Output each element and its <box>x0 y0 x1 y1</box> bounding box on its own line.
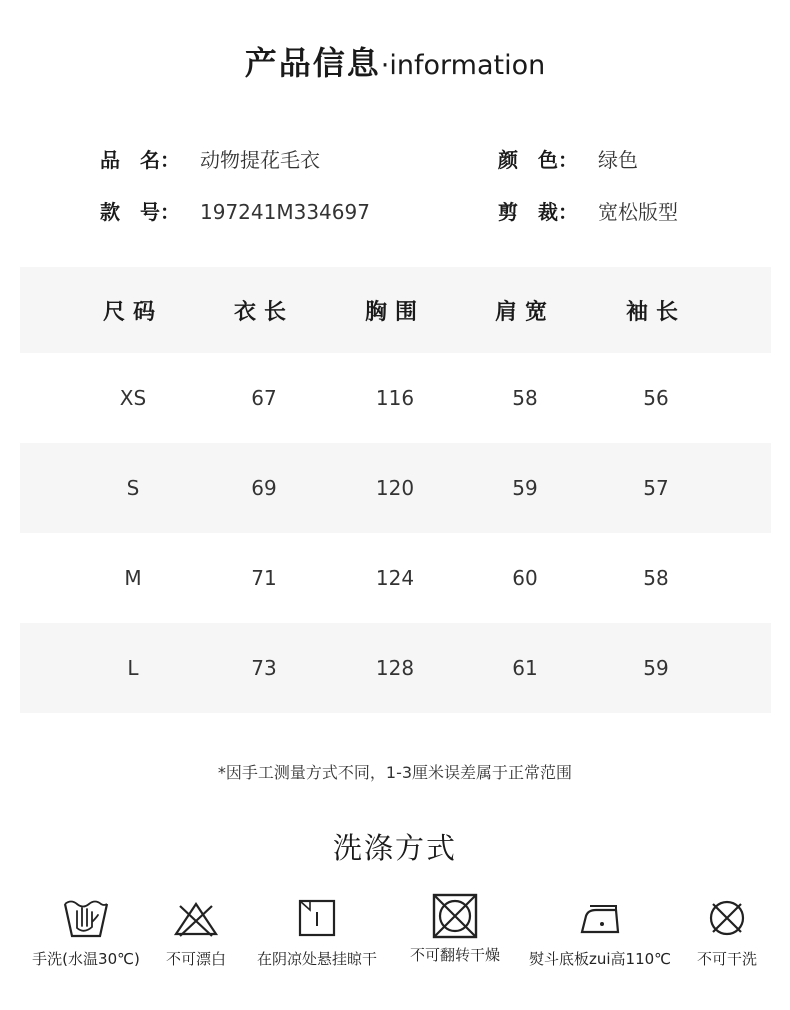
no-dry-clean-icon <box>703 898 751 938</box>
care-label: 不可干洗 <box>696 950 757 968</box>
table-cell: 56 <box>643 386 669 410</box>
table-cell: 124 <box>375 566 415 590</box>
table-cell: 128 <box>375 656 415 680</box>
care-item-no-tumble-dry <box>380 898 530 965</box>
table-cell: 120 <box>375 476 415 500</box>
table-cell: 69 <box>251 476 277 500</box>
no-tumble-dry-icon <box>431 892 479 940</box>
care-label: 不可翻转干燥 <box>409 946 500 964</box>
table-header-cell: 衣长 <box>233 299 294 325</box>
table-cell: 116 <box>375 386 415 410</box>
table-cell: S <box>126 476 140 500</box>
product-cut-row <box>498 196 678 225</box>
no-bleach-icon <box>172 898 220 938</box>
table-header-cell: 袖长 <box>625 299 686 325</box>
product-color-value: 绿色 <box>598 148 638 172</box>
table-cell: 60 <box>512 566 538 590</box>
care-title: 洗涤方式 <box>332 831 457 865</box>
size-table <box>20 267 771 713</box>
table-header-cell: 胸围 <box>364 299 425 325</box>
product-color-row <box>498 144 638 173</box>
care-label: 在阴凉处悬挂晾干 <box>256 950 377 968</box>
table-header-cell: 尺码 <box>102 299 163 325</box>
hand-wash-icon <box>62 898 110 938</box>
table-cell: 58 <box>512 386 538 410</box>
product-code-row <box>100 196 370 225</box>
table-cell: 61 <box>512 656 538 680</box>
product-name-label: 品 名： <box>100 148 180 172</box>
table-cell: M <box>124 566 142 590</box>
measurement-note: *因手工测量方式不同，1-3厘米误差属于正常范围 <box>217 763 573 782</box>
care-item-no-dry-clean <box>652 898 790 969</box>
table-cell: 57 <box>643 476 669 500</box>
table-cell: 71 <box>251 566 277 590</box>
care-label: 不可漂白 <box>165 950 226 968</box>
product-code-value: 197241M334697 <box>200 200 370 224</box>
table-row <box>20 623 771 713</box>
product-code-label: 款 号： <box>100 200 180 224</box>
table-cell: L <box>127 656 139 680</box>
dry-in-shade-icon <box>293 898 341 938</box>
care-label: 熨斗底板zui高110℃ <box>528 950 672 968</box>
table-cell: 73 <box>251 656 277 680</box>
table-cell: 58 <box>643 566 669 590</box>
product-cut-value: 宽松版型 <box>598 200 678 224</box>
title-cn: 产品信息 <box>244 44 381 82</box>
title-en: ·information <box>380 50 546 81</box>
iron-low-icon <box>576 898 624 938</box>
care-label: 手洗(水温30℃) <box>32 950 140 968</box>
table-cell: 59 <box>512 476 538 500</box>
table-header-cell: 肩宽 <box>494 299 555 325</box>
product-cut-label: 剪 裁： <box>498 200 578 224</box>
table-cell: 59 <box>643 656 669 680</box>
table-header-row <box>20 267 771 353</box>
table-cell: 67 <box>251 386 277 410</box>
product-name-row <box>100 144 320 173</box>
product-name-value: 动物提花毛衣 <box>200 148 320 172</box>
product-color-label: 颜 色： <box>498 148 578 172</box>
table-row <box>20 533 771 623</box>
table-cell: XS <box>119 386 147 410</box>
care-item-dry-in-shade <box>242 898 392 969</box>
page-title <box>0 38 790 84</box>
table-row <box>20 443 771 533</box>
table-row <box>20 353 771 443</box>
